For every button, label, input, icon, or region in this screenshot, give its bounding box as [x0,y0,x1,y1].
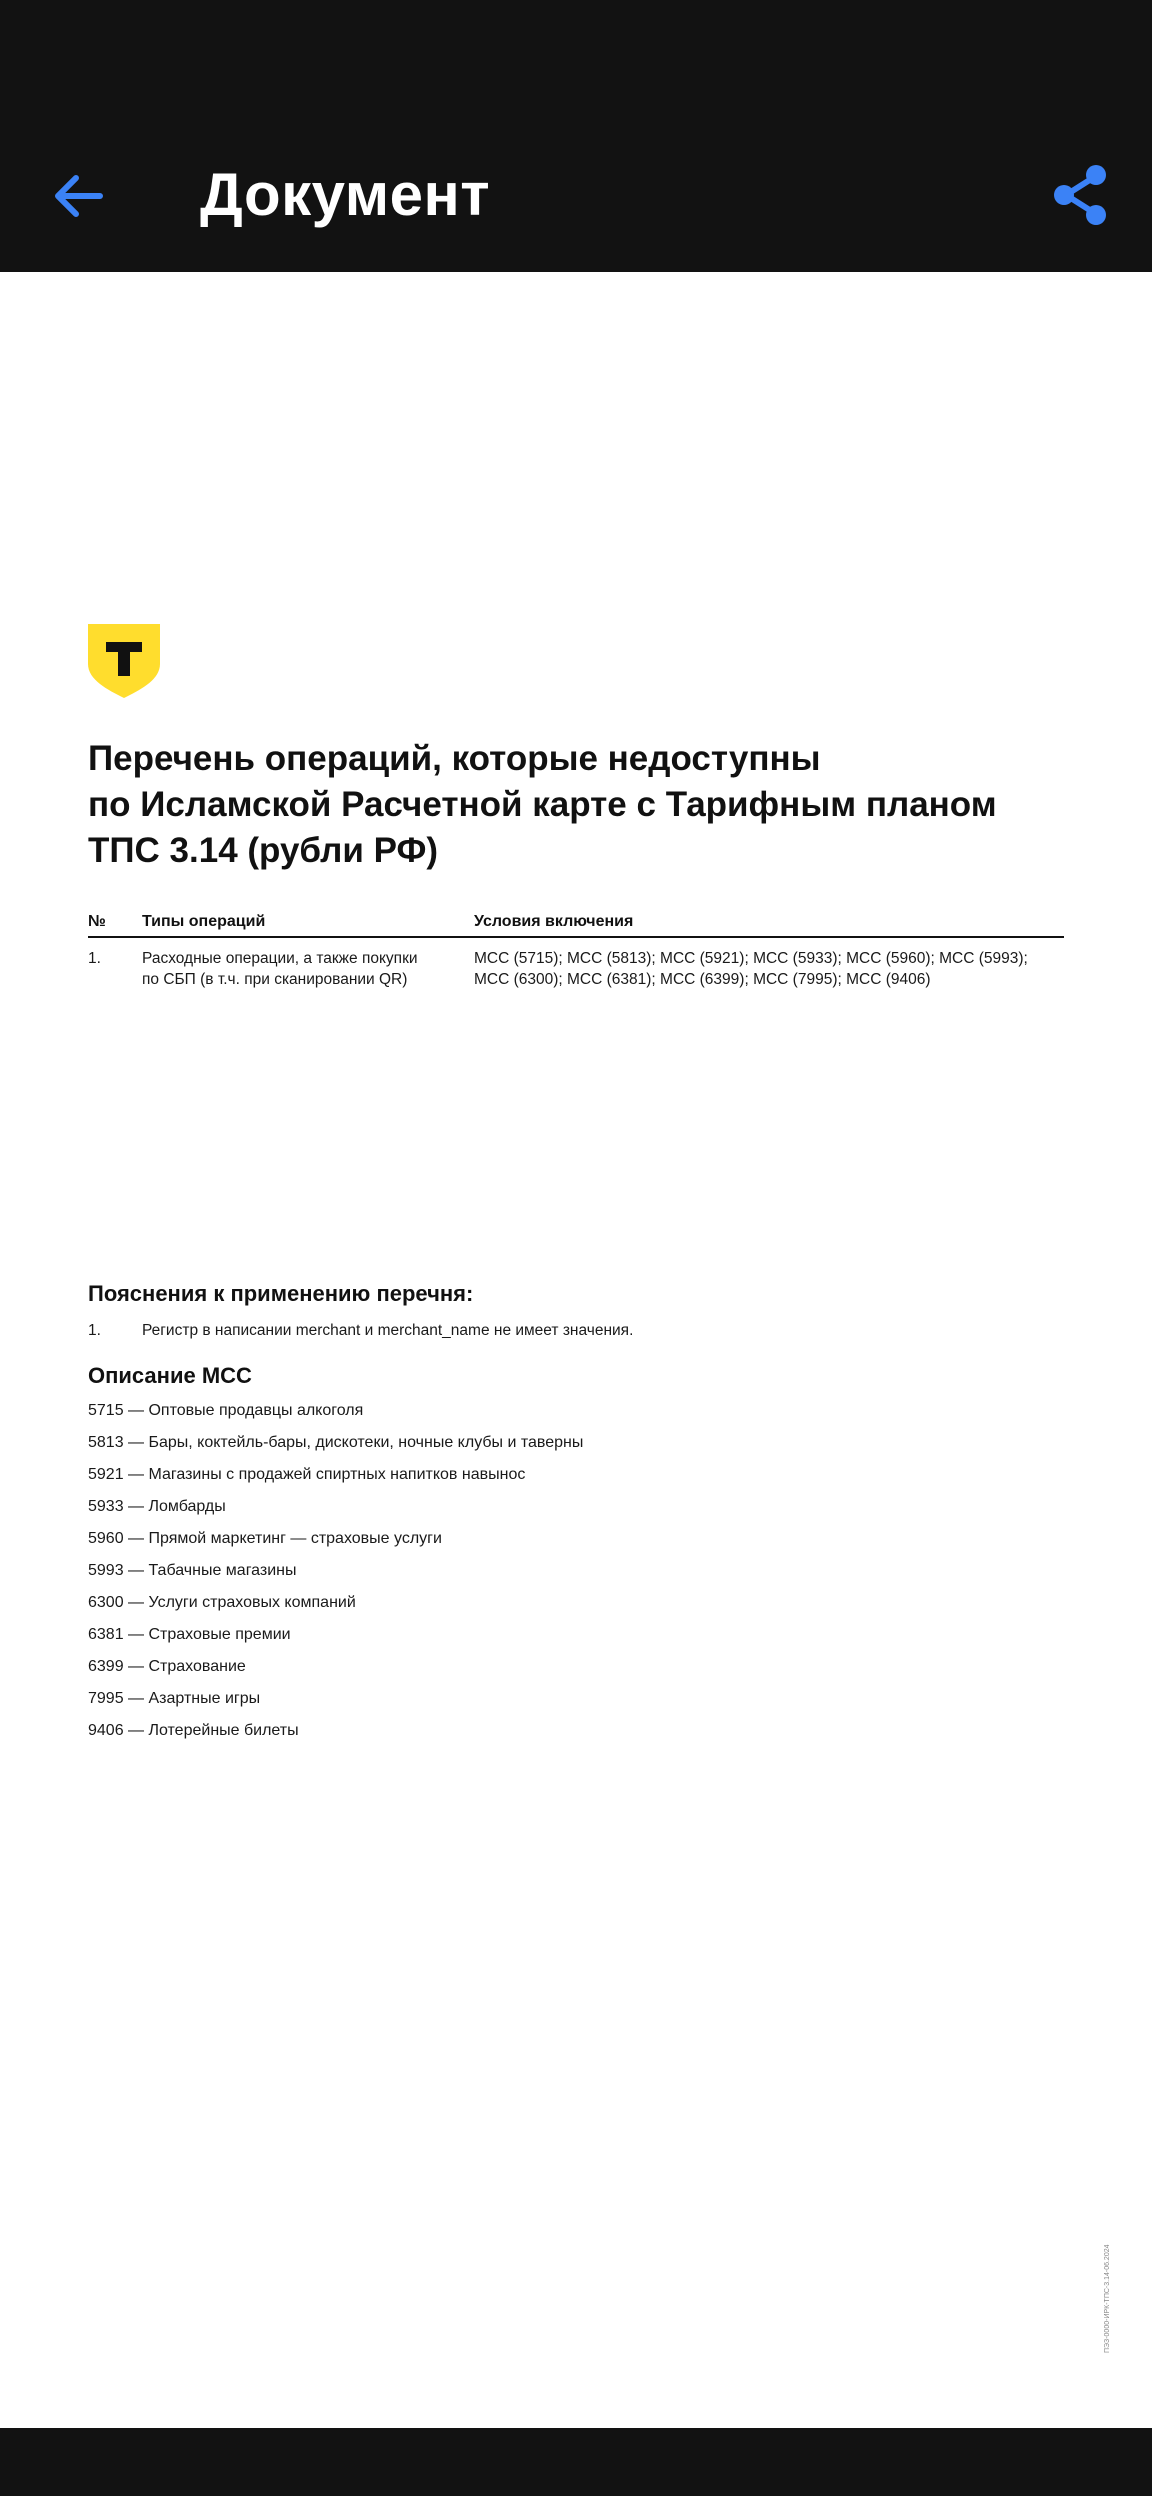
operations-table [88,912,1064,994]
operation-type-cell [142,948,418,990]
document-title-line: Перечень операций, которые недоступны [88,739,821,778]
app-bar [0,0,1152,272]
list-item: 5921 — Магазины с продажей спиртных напитков навынос [88,1466,526,1483]
share-button[interactable] [1040,154,1122,236]
cell-line: MCC (6300); MCC (6381); MCC (6399); MCC (7995); MCC (9406) [474,971,931,988]
row-number: 1. [88,950,101,967]
document-title-line: по Исламской Расчетной карте с Тарифным планом [88,785,997,824]
note-text: Регистр в написании merchant и merchant_name не имеет значения. [142,1322,634,1339]
list-item: 5813 — Бары, коктейль-бары, дискотеки, ночные клубы и таверны [88,1434,584,1451]
bottom-bar [0,2428,1152,2496]
document-title [88,736,1048,874]
document-page [0,272,1152,2428]
list-item: 5933 — Ломбарды [88,1498,226,1515]
mcc-list [88,1400,988,1752]
list-item: 7995 — Азартные игры [88,1690,261,1707]
list-item: 5993 — Табачные магазины [88,1562,297,1579]
arrow-left-icon [54,174,104,218]
note-number: 1. [88,1322,101,1339]
list-item: 5960 — Прямой маркетинг — страховые услуги [88,1530,442,1547]
table-header [88,912,1064,938]
share-icon [1050,164,1112,226]
cell-line: MCC (5715); MCC (5813); MCC (5921); MCC (5933); MCC (5960); MCC (5993); [474,950,1028,967]
list-item: 5715 — Оптовые продавцы алкоголя [88,1402,364,1419]
cell-line: по СБП (в т.ч. при сканировании QR) [142,971,408,988]
bank-shield-logo [88,624,160,698]
column-header-types: Типы операций [142,913,266,930]
back-button[interactable] [40,157,118,235]
mcc-section-title: Описание MCC [88,1363,252,1388]
list-item: 6381 — Страховые премии [88,1626,291,1643]
list-item: 9406 — Лотерейные билеты [88,1722,299,1739]
list-item: 6399 — Страхование [88,1658,246,1675]
document-code: ПЭЗ-0000-ИРК-ТПС-3.14-06.2024 [1104,2244,1111,2353]
page-title: Документ [200,161,491,228]
list-item: 6300 — Услуги страховых компаний [88,1594,356,1611]
column-header-conditions: Условия включения [474,913,634,930]
conditions-cell [474,948,1028,990]
document-title-line: ТПС 3.14 (рубли РФ) [88,831,439,870]
cell-line: Расходные операции, а также покупки [142,950,418,967]
table-row [88,938,1064,994]
column-header-number: № [88,913,106,930]
notes-title: Пояснения к применению перечня: [88,1281,474,1306]
note-item [88,1320,1064,1342]
